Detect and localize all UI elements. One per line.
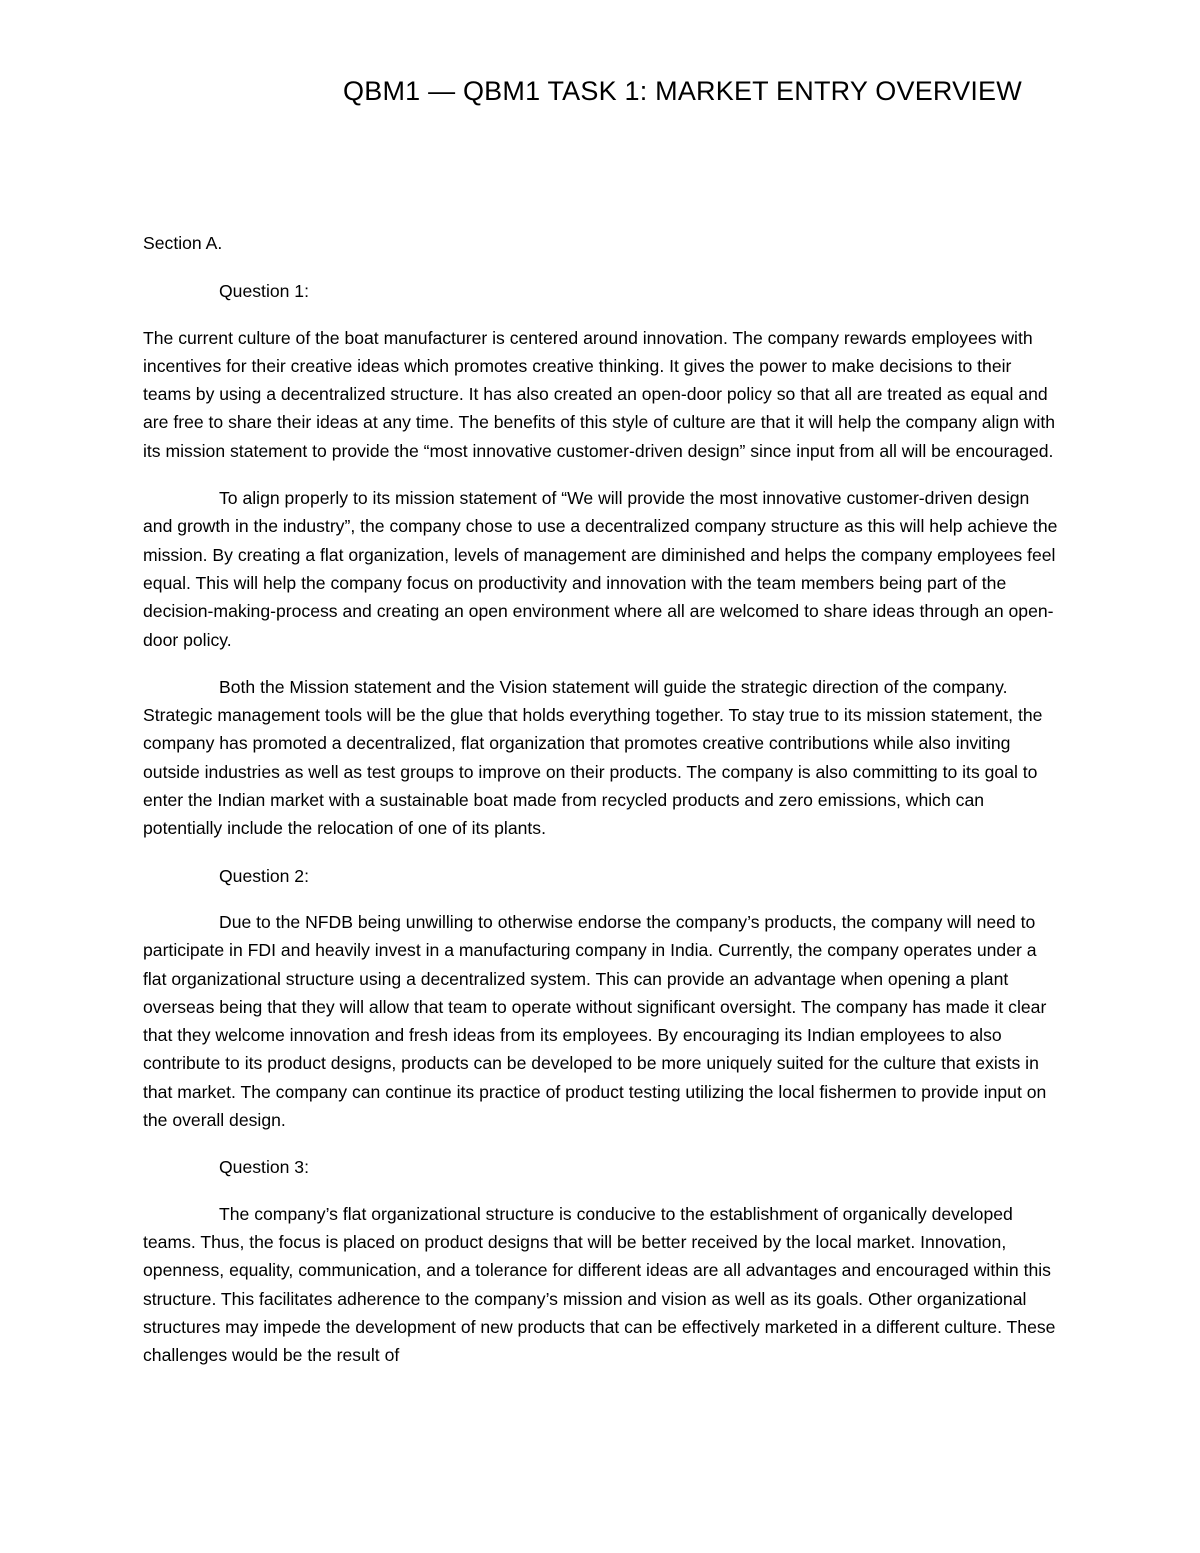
- document-body: [143, 229, 1063, 1369]
- question-3-heading: Question 3:: [219, 1157, 309, 1178]
- question-1-heading: Question 1:: [219, 281, 309, 302]
- document-title: QBM1 — QBM1 TASK 1: MARKET ENTRY OVERVIEW: [343, 76, 1022, 106]
- question-3-paragraph-1: The company’s flat organizational structure is conducive to the establishment of organically developed teams. Thus, the focus is placed on product designs that will be better received by the local market. Innovation, openness, equality, communication, and a tolerance for different ideas are all advantages and encouraged within this structure. This facilitates adherence to the company’s mission and vision as well as its goals. Other organizational structures may impede the development of new products that can be effectively marketed in a different culture. These challenges would be the result of: [143, 1203, 1056, 1366]
- question-2-heading: Question 2:: [219, 865, 309, 886]
- question-1-paragraph-2: To align properly to its mission statement of “We will provide the most innovative customer-driven design and growth in the industry”, the company chose to use a decentralized company structure as this will help achieve the mission. By creating a flat organization, levels of management are diminished and helps the company employees feel equal. This will help the company focus on productivity and innovation with the team members being part of the decision-making-process and creating an open environment where all are welcomed to share ideas through an open-door policy.: [143, 488, 1058, 650]
- question-1-paragraph-1: The current culture of the boat manufacturer is centered around innovation. The company rewards employees with incentives for their creative ideas which promotes creative thinking. It gives the power to make decisions to their teams by using a decentralized structure. It has also created an open-door policy so that all are treated as equal and are free to share their ideas at any time. The benefits of this style of culture are that it will help the company align with its mission statement to provide the “most innovative customer-driven design” since input from all will be encouraged.: [143, 327, 1056, 461]
- question-2-paragraph-1: Due to the NFDB being unwilling to otherwise endorse the company’s products, the company will need to participate in FDI and heavily invest in a manufacturing company in India. Currently, the company operates under a flat organizational structure using a decentralized system. This can provide an advantage when opening a plant overseas being that they will allow that team to operate without significant oversight. The company has made it clear that they welcome innovation and fresh ideas from its employees. By encouraging its Indian employees to also contribute to its product designs, products can be developed to be more uniquely suited for the culture that exists in that market. The company can continue its practice of product testing utilizing the local fishermen to provide input on the overall design.: [143, 911, 1047, 1131]
- section-label: Section A.: [143, 233, 223, 253]
- question-1-paragraph-3: Both the Mission statement and the Vision statement will guide the strategic direction of the company. Strategic management tools will be the glue that holds everything together. To stay true to its mission statement, the company has promoted a decentralized, flat organization that promotes creative contributions while also inviting outside industries as well as test groups to improve on their products. The company is also committing to its goal to enter the Indian market with a sustainable boat made from recycled products and zero emissions, which can potentially include the relocation of one of its plants.: [143, 676, 1043, 839]
